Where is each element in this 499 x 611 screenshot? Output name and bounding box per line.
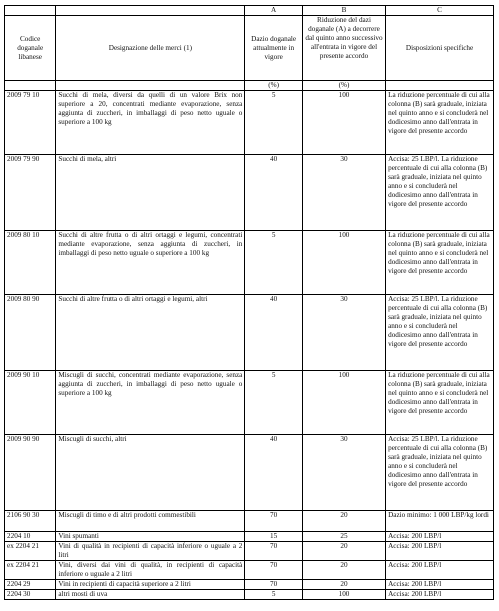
unit-cell [56,81,245,91]
tariff-code-cell: 2009 90 90 [5,435,56,511]
specific-provisions-cell: Accisa: 200 LBP/l [386,532,494,542]
current-duty-cell: 40 [245,295,303,371]
table-row [5,295,494,371]
tariff-table [4,5,494,600]
unit-cell [386,81,494,91]
duty-reduction-cell: 100 [302,231,385,295]
current-duty-cell: 5 [245,91,303,155]
specific-provisions-cell: Accisa: 200 LBP/l [386,590,494,600]
description-cell: Vini, diversi dai vini di qualità, in recipienti di capacità inferiore o uguale a 2 litri [56,561,245,580]
duty-reduction-cell: 100 [302,590,385,600]
description-cell: Succhi di altre frutta o di altri ortaggi e legumi, concentrati mediante evaporazione, senza aggiunta di zuccheri, in imballaggi di peso netto uguale o superiore a 100 kg [56,231,245,295]
table-row [5,511,494,532]
tariff-code-cell: 2106 90 30 [5,511,56,532]
specific-provisions-cell: Dazio minimo: 1 000 LBP/kg lordi [386,511,494,532]
table-row [5,561,494,580]
current-duty-cell: 5 [245,590,303,600]
column-letter [5,6,56,16]
unit-cell [5,81,56,91]
tariff-code-cell: ex 2204 21 [5,561,56,580]
specific-provisions-cell: Accisa: 25 LBP/l. La riduzione percentuale di cui alla colonna (B) sarà graduale, iniziata nel quinto anno e si concluderà nel dodicesimo anno dall'entrata in vigore del presente accordo [386,435,494,511]
description-cell: Miscugli di succhi, altri [56,435,245,511]
specific-provisions-cell: La riduzione percentuale di cui alla colonna (B) sarà graduale, iniziata nel quinto anno e si concluderà nel dodicesimo anno dall'entrata in vigore del presente accordo [386,231,494,295]
tariff-code-cell: 2009 80 90 [5,295,56,371]
percent-unit-b: (%) [302,81,385,91]
description-cell: Succhi di altre frutta o di altri ortaggi e legumi, altri [56,295,245,371]
current-duty-cell: 70 [245,561,303,580]
table-row [5,435,494,511]
duty-reduction-cell: 20 [302,580,385,590]
tariff-code-cell: 2009 79 90 [5,155,56,231]
current-duty-cell: 5 [245,231,303,295]
table-row [5,91,494,155]
table-row [5,580,494,590]
table-row [5,231,494,295]
tariff-code-cell: 2009 79 10 [5,91,56,155]
duty-reduction-cell: 30 [302,295,385,371]
tariff-code-cell: 2204 10 [5,532,56,542]
description-cell: Vini di qualità in recipienti di capacità inferiore o uguale a 2 litri [56,542,245,561]
duty-reduction-cell: 20 [302,561,385,580]
header-row [5,16,494,81]
specific-provisions-cell: Accisa: 25 LBP/l. La riduzione percentuale di cui alla colonna (B) sarà graduale, iniziata nel quinto anno e si concluderà nel dodicesimo anno dall'entrata in vigore del presente accordo [386,155,494,231]
description-cell: Succhi di mela, diversi da quelli di un valore Brix non superiore a 20, concentrati mediante evaporazione, senza aggiunta di zuccheri, in imballaggi di peso netto uguale o superiore a 100 kg [56,91,245,155]
duty-reduction-cell: 30 [302,435,385,511]
current-duty-cell: 5 [245,371,303,435]
tariff-code-cell: ex 2204 21 [5,542,56,561]
current-duty-cell: 40 [245,155,303,231]
code-column-header: Codice doganale libanese [5,16,56,81]
column-letter-row [5,6,494,16]
specific-provisions-cell: Accisa: 200 LBP/l [386,542,494,561]
column-letter: A [245,6,303,16]
table-row [5,532,494,542]
duty-reduction-column-header: Riduzione del dazi doganale (A) a decorrere dal quinto anno successivo all'entrata in vigore del presente accordo [302,16,385,81]
description-cell: Succhi di mela, altri [56,155,245,231]
duty-reduction-cell: 100 [302,371,385,435]
table-row [5,590,494,600]
duty-reduction-cell: 100 [302,91,385,155]
table-row [5,371,494,435]
unit-row [5,81,494,91]
duty-reduction-cell: 20 [302,542,385,561]
description-cell: Vini in recipienti di capacità superiore a 2 litri [56,580,245,590]
percent-unit-a: (%) [245,81,303,91]
description-cell: Miscugli di succhi, concentrati mediante evaporazione, senza aggiunta di zuccheri, in imballaggi di peso netto uguale o superiore a 100 kg [56,371,245,435]
duty-reduction-cell: 20 [302,511,385,532]
column-letter: C [386,6,494,16]
current-duty-cell: 40 [245,435,303,511]
column-letter [56,6,245,16]
specific-provisions-cell: Accisa: 25 LBP/l. La riduzione percentuale di cui alla colonna (B) sarà graduale, iniziata nel quinto anno e si concluderà nel dodicesimo anno dall'entrata in vigore del presente accordo [386,295,494,371]
current-duty-cell: 70 [245,542,303,561]
duty-reduction-cell: 25 [302,532,385,542]
specific-provisions-cell: La riduzione percentuale di cui alla colonna (B) sarà graduale, iniziata nel quinto anno e si concluderà nel dodicesimo anno dall'entrata in vigore del presente accordo [386,371,494,435]
description-cell: Miscugli di timo e di altri prodotti commestibili [56,511,245,532]
table-row [5,542,494,561]
tariff-code-cell: 2009 80 10 [5,231,56,295]
duty-reduction-cell: 30 [302,155,385,231]
specific-provisions-column-header: Disposizioni specifiche [386,16,494,81]
current-duty-cell: 70 [245,511,303,532]
description-column-header: Designazione delle merci (1) [56,16,245,81]
current-duty-column-header: Dazio doganale attualmente in vigore [245,16,303,81]
table-row [5,155,494,231]
specific-provisions-cell: La riduzione percentuale di cui alla colonna (B) sarà graduale, iniziata nel quinto anno e si concluderà nel dodicesimo anno dall'entrata in vigore del presente accordo [386,91,494,155]
current-duty-cell: 15 [245,532,303,542]
current-duty-cell: 70 [245,580,303,590]
column-letter: B [302,6,385,16]
specific-provisions-cell: Accisa: 200 LBP/l [386,561,494,580]
tariff-code-cell: 2204 30 [5,590,56,600]
description-cell: altri mosti di uva [56,590,245,600]
tariff-code-cell: 2204 29 [5,580,56,590]
description-cell: Vini spumanti [56,532,245,542]
specific-provisions-cell: Accisa: 200 LBP/l [386,580,494,590]
tariff-code-cell: 2009 90 10 [5,371,56,435]
